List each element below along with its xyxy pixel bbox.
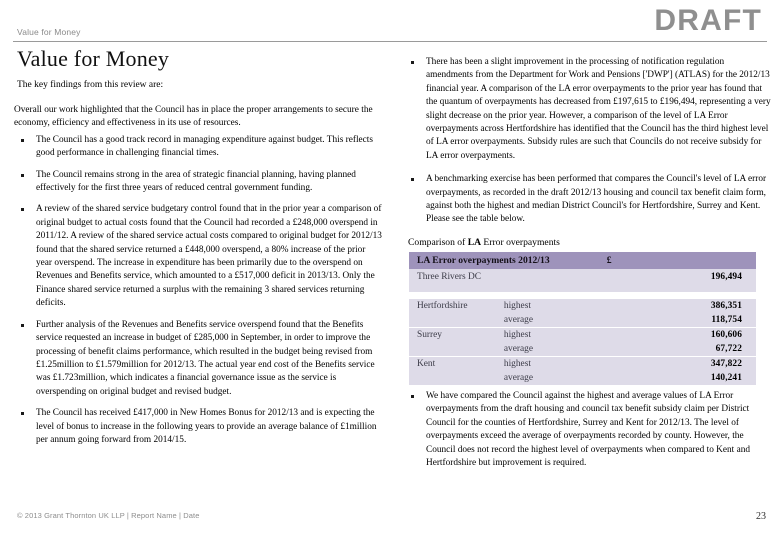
slide-header <box>0 0 780 46</box>
table-caption-prefix: Comparison of <box>408 236 468 248</box>
breadcrumb: Value for Money <box>17 27 81 37</box>
list-item: The Council remains strong in the area of strategic financial planning, having planned effectively for the first three years of reduced central government funding. <box>14 169 382 196</box>
table-row-padding <box>409 285 756 292</box>
page-title: Value for Money <box>17 46 170 71</box>
cell-measure: average <box>504 313 599 327</box>
table-caption-suffix: Error overpayments <box>481 236 560 248</box>
cell-measure: average <box>504 342 599 356</box>
cell-name: Hertfordshire <box>409 299 504 313</box>
cell-value: 118,754 <box>599 313 756 327</box>
page-subtitle: The key findings from this review are: <box>17 80 164 90</box>
table-row <box>409 342 756 356</box>
cell-name <box>409 342 504 356</box>
list-item: A benchmarking exercise has been performed that compares the Council's level of LA error overpayments, as recorded in the draft 2012/13 housing and council tax benefit claim form, against both the highest and median District Council's for Hertfordshire, Surrey and Kent. Please see the table below. <box>402 173 772 227</box>
left-bullet-list <box>14 134 382 448</box>
list-item: The Council has received £417,000 in New Homes Bonus for 2012/13 and is expecting the level of bonus to increase in the following years to provide an average balance of £1million per annum going forward from 2014/15. <box>14 407 382 447</box>
list-item: The Council has a good track record in managing expenditure against budget. This reflects good performance in challenging financial times. <box>14 134 382 161</box>
list-item: We have compared the Council against the highest and average values of LA Error overpayments from the draft housing and council tax benefit subsidy claim per District Council for the counties of Hertfordshire, Surrey and Kent for 2012/13. The level of overpayments exceed the average of overpayments recorded by county. However, the Council does not record the highest level of overpayments when compared to Kent and Hertfordshire but improvement is required. <box>402 390 772 470</box>
table-body <box>409 269 756 385</box>
right-content-column <box>402 56 772 480</box>
cell-measure: average <box>504 371 599 385</box>
cell-name: Surrey <box>409 328 504 342</box>
draft-watermark: DRAFT <box>654 4 762 37</box>
table-row <box>409 357 756 371</box>
table-caption <box>408 237 772 248</box>
list-item: Further analysis of the Revenues and Benefits service overspend found that the Benefits service requested an increase in budget of £285,000 in September, in order to improve the processing of benefit claims performance, which resulted in the budget being revised from £1.25million to £1.579million for 2012/13. The actual year end cost of the Benefits service was £1.723million, which indicates a financial governance issue as the service is overspending on original budget and revised budget. <box>14 319 382 399</box>
cell-name: Kent <box>409 357 504 371</box>
column-header-amount: £ <box>599 252 756 269</box>
cell-name <box>409 313 504 327</box>
cell-value: 196,494 <box>599 269 756 285</box>
page-number: 23 <box>756 511 766 522</box>
column-header-category: LA Error overpayments 2012/13 <box>409 252 599 269</box>
table-row <box>409 299 756 313</box>
cell-value: 140,241 <box>599 371 756 385</box>
cell-measure: highest <box>504 328 599 342</box>
cell-value: 67,722 <box>599 342 756 356</box>
cell-measure: highest <box>504 357 599 371</box>
la-error-overpayments-table <box>409 252 756 385</box>
left-intro-paragraph: Overall our work highlighted that the Council has in place the proper arrangements to secure the economy, efficiency and effectiveness in its use of resources. <box>14 105 373 129</box>
table-row-spacer <box>409 292 756 299</box>
table-header-row <box>409 252 756 269</box>
cell-measure <box>504 269 599 285</box>
cell-value: 347,822 <box>599 357 756 371</box>
table-caption-emphasis: LA <box>467 236 482 248</box>
table-header <box>409 252 756 269</box>
table-row <box>409 371 756 385</box>
table-row <box>409 313 756 327</box>
cell-value: 160,606 <box>599 328 756 342</box>
cell-measure: highest <box>504 299 599 313</box>
header-divider <box>13 41 767 42</box>
cell-value: 386,351 <box>599 299 756 313</box>
left-content-column <box>14 104 382 455</box>
cell-name <box>409 371 504 385</box>
right-bullet-list-bottom <box>402 390 772 470</box>
cell-name: Three Rivers DC <box>409 269 504 285</box>
right-bullet-list-top <box>402 56 772 227</box>
footer-copyright: © 2013 Grant Thornton UK LLP | Report Name | Date <box>17 511 200 520</box>
list-item: There has been a slight improvement in the processing of notification regulation amendments from the Department for Work and Pensions ['DWP'] (ATLAS) for the 2012/13 financial year. A comparison of the LA error overpayments to the prior year has found that the quantum of overpayments has decreased from £197,615 to £196,494, representing a very slight decrease on the prior year. However, a comparison of the level of LA Error overpayments across Hertfordshire has identified that the Council has the third highest level of LA error overpayments. Subsidy rules are such that Councils do not receive subsidy for LA error overpayments. <box>402 56 772 163</box>
table-row <box>409 328 756 342</box>
table-row <box>409 269 756 285</box>
list-item: A review of the shared service budgetary control found that in the prior year a comparison of original budget to actual costs found that the Council had recorded a £248,000 overspend in 2011/12. A review of the shared service actual costs compared to original budget for 2012/13 found that the shared service returned a £448,000 overspend, a 80% increase of the prior year overspend. The increase in expenditure has been primarily due to the overspend on Revenues and Benefits service, which amounted to a £517,000 deficit in 2013/13. Only the Finance shared service returned a surplus with the remaining 3 shared services returning deficits. <box>14 203 382 310</box>
